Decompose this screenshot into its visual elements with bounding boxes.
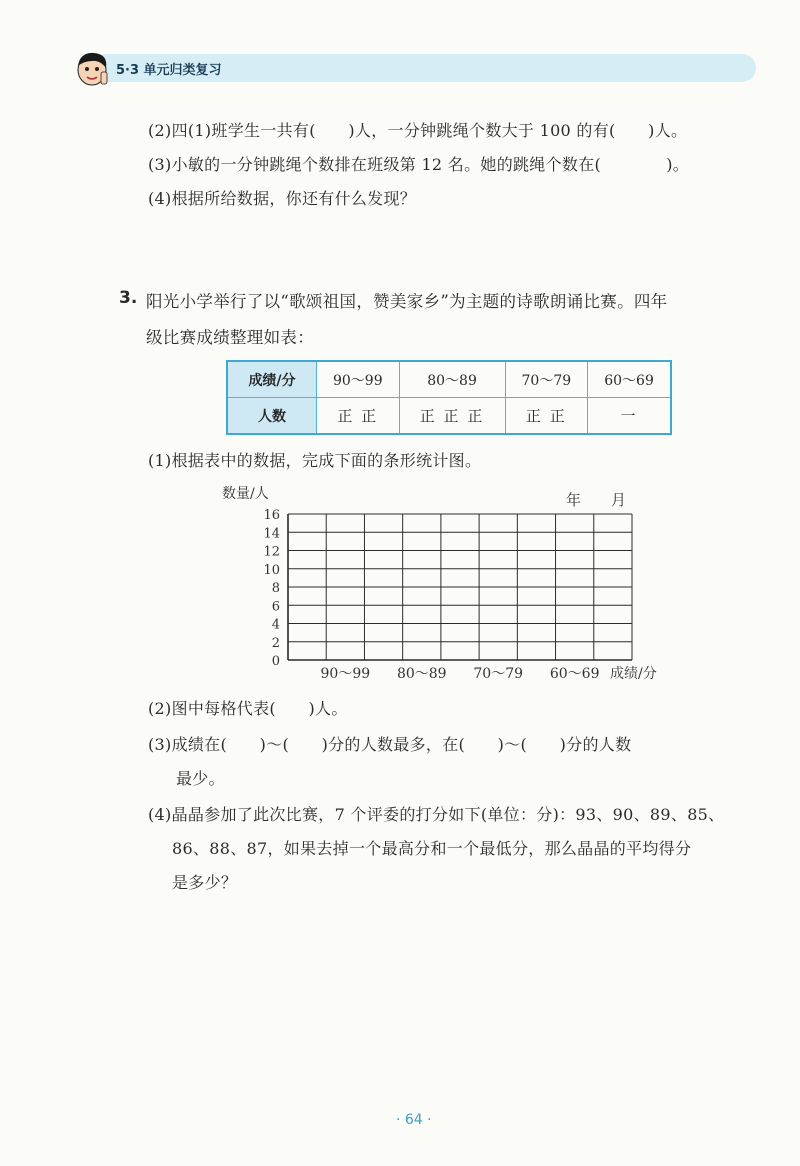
table-range-cell: 80～89 (399, 361, 505, 398)
x-tick-labels (321, 666, 600, 682)
question-2-part-2: (2)四(1)班学生一共有( )人，一分钟跳绳个数大于 100 的有( )人。 (148, 121, 688, 140)
y-tick-label: 14 (263, 526, 280, 542)
question-3-intro-line1: 阳光小学举行了以“歌颂祖国，赞美家乡”为主题的诗歌朗诵比赛。四年 (146, 292, 668, 311)
table-tally-cell: 正 正 (317, 398, 400, 435)
table-tally-cell: 一 (588, 398, 671, 435)
table-header-label: 成绩/分 (227, 361, 317, 398)
y-axis-label: 数量/人 (222, 486, 269, 502)
question-3-part-4-line1: (4)晶晶参加了此次比赛，7 个评委的打分如下(单位：分)：93、90、89、85、 (148, 805, 725, 824)
table-range-cell: 70～79 (505, 361, 588, 398)
chart-grid (288, 514, 632, 660)
x-axis-label: 成绩/分 (610, 666, 657, 682)
y-tick-label: 12 (263, 544, 280, 560)
table-range-cell: 60～69 (588, 361, 671, 398)
boy-mascot-icon (70, 48, 122, 88)
table-row (227, 398, 671, 435)
page-header (70, 48, 756, 86)
question-2-part-4: (4)根据所给数据，你还有什么发现？ (148, 189, 417, 208)
table-tally-cell: 正 正 (505, 398, 588, 435)
date-label: 年 月 (566, 491, 627, 509)
page-number: · 64 · (396, 1112, 432, 1128)
y-tick-label: 4 (271, 617, 280, 633)
y-tick-label: 8 (271, 581, 280, 596)
score-table (226, 360, 672, 435)
question-3-number: 3. (119, 288, 138, 308)
table-row-label: 人数 (227, 398, 317, 435)
question-2-part-3: (3)小敏的一分钟跳绳个数排在班级第 12 名。她的跳绳个数在( )。 (148, 155, 690, 174)
bar-chart (200, 480, 690, 685)
y-tick-label: 0 (271, 654, 280, 669)
y-tick-label: 6 (271, 599, 280, 615)
question-3-part-3-line2: 最少。 (176, 769, 225, 788)
x-tick-label: 80～89 (396, 666, 447, 682)
x-tick-label: 90～99 (320, 666, 371, 682)
y-tick-label: 16 (263, 508, 280, 523)
question-3-part-4-line2: 86、88、87，如果去掉一个最高分和一个最低分，那么晶晶的平均得分 (172, 839, 692, 858)
y-tick-labels (263, 508, 280, 669)
question-3-part-1: (1)根据表中的数据，完成下面的条形统计图。 (148, 451, 482, 470)
x-tick-label: 70～79 (473, 666, 524, 682)
table-tally-cell: 正 正 正 (399, 398, 505, 435)
question-3-part-2: (2)图中每格代表( )人。 (148, 699, 348, 718)
y-tick-label: 2 (271, 635, 280, 651)
table-row (227, 361, 671, 398)
y-tick-label: 10 (263, 562, 280, 578)
question-3-part-4-line3: 是多少？ (172, 873, 238, 892)
question-3-part-3-line1: (3)成绩在( )～( )分的人数最多，在( )～( )分的人数 (148, 735, 632, 754)
x-tick-label: 60～69 (549, 666, 600, 682)
question-3-intro-line2: 级比赛成绩整理如表： (146, 328, 314, 347)
table-range-cell: 90～99 (317, 361, 400, 398)
header-title: 5·3 单元归类复习 (116, 63, 222, 78)
